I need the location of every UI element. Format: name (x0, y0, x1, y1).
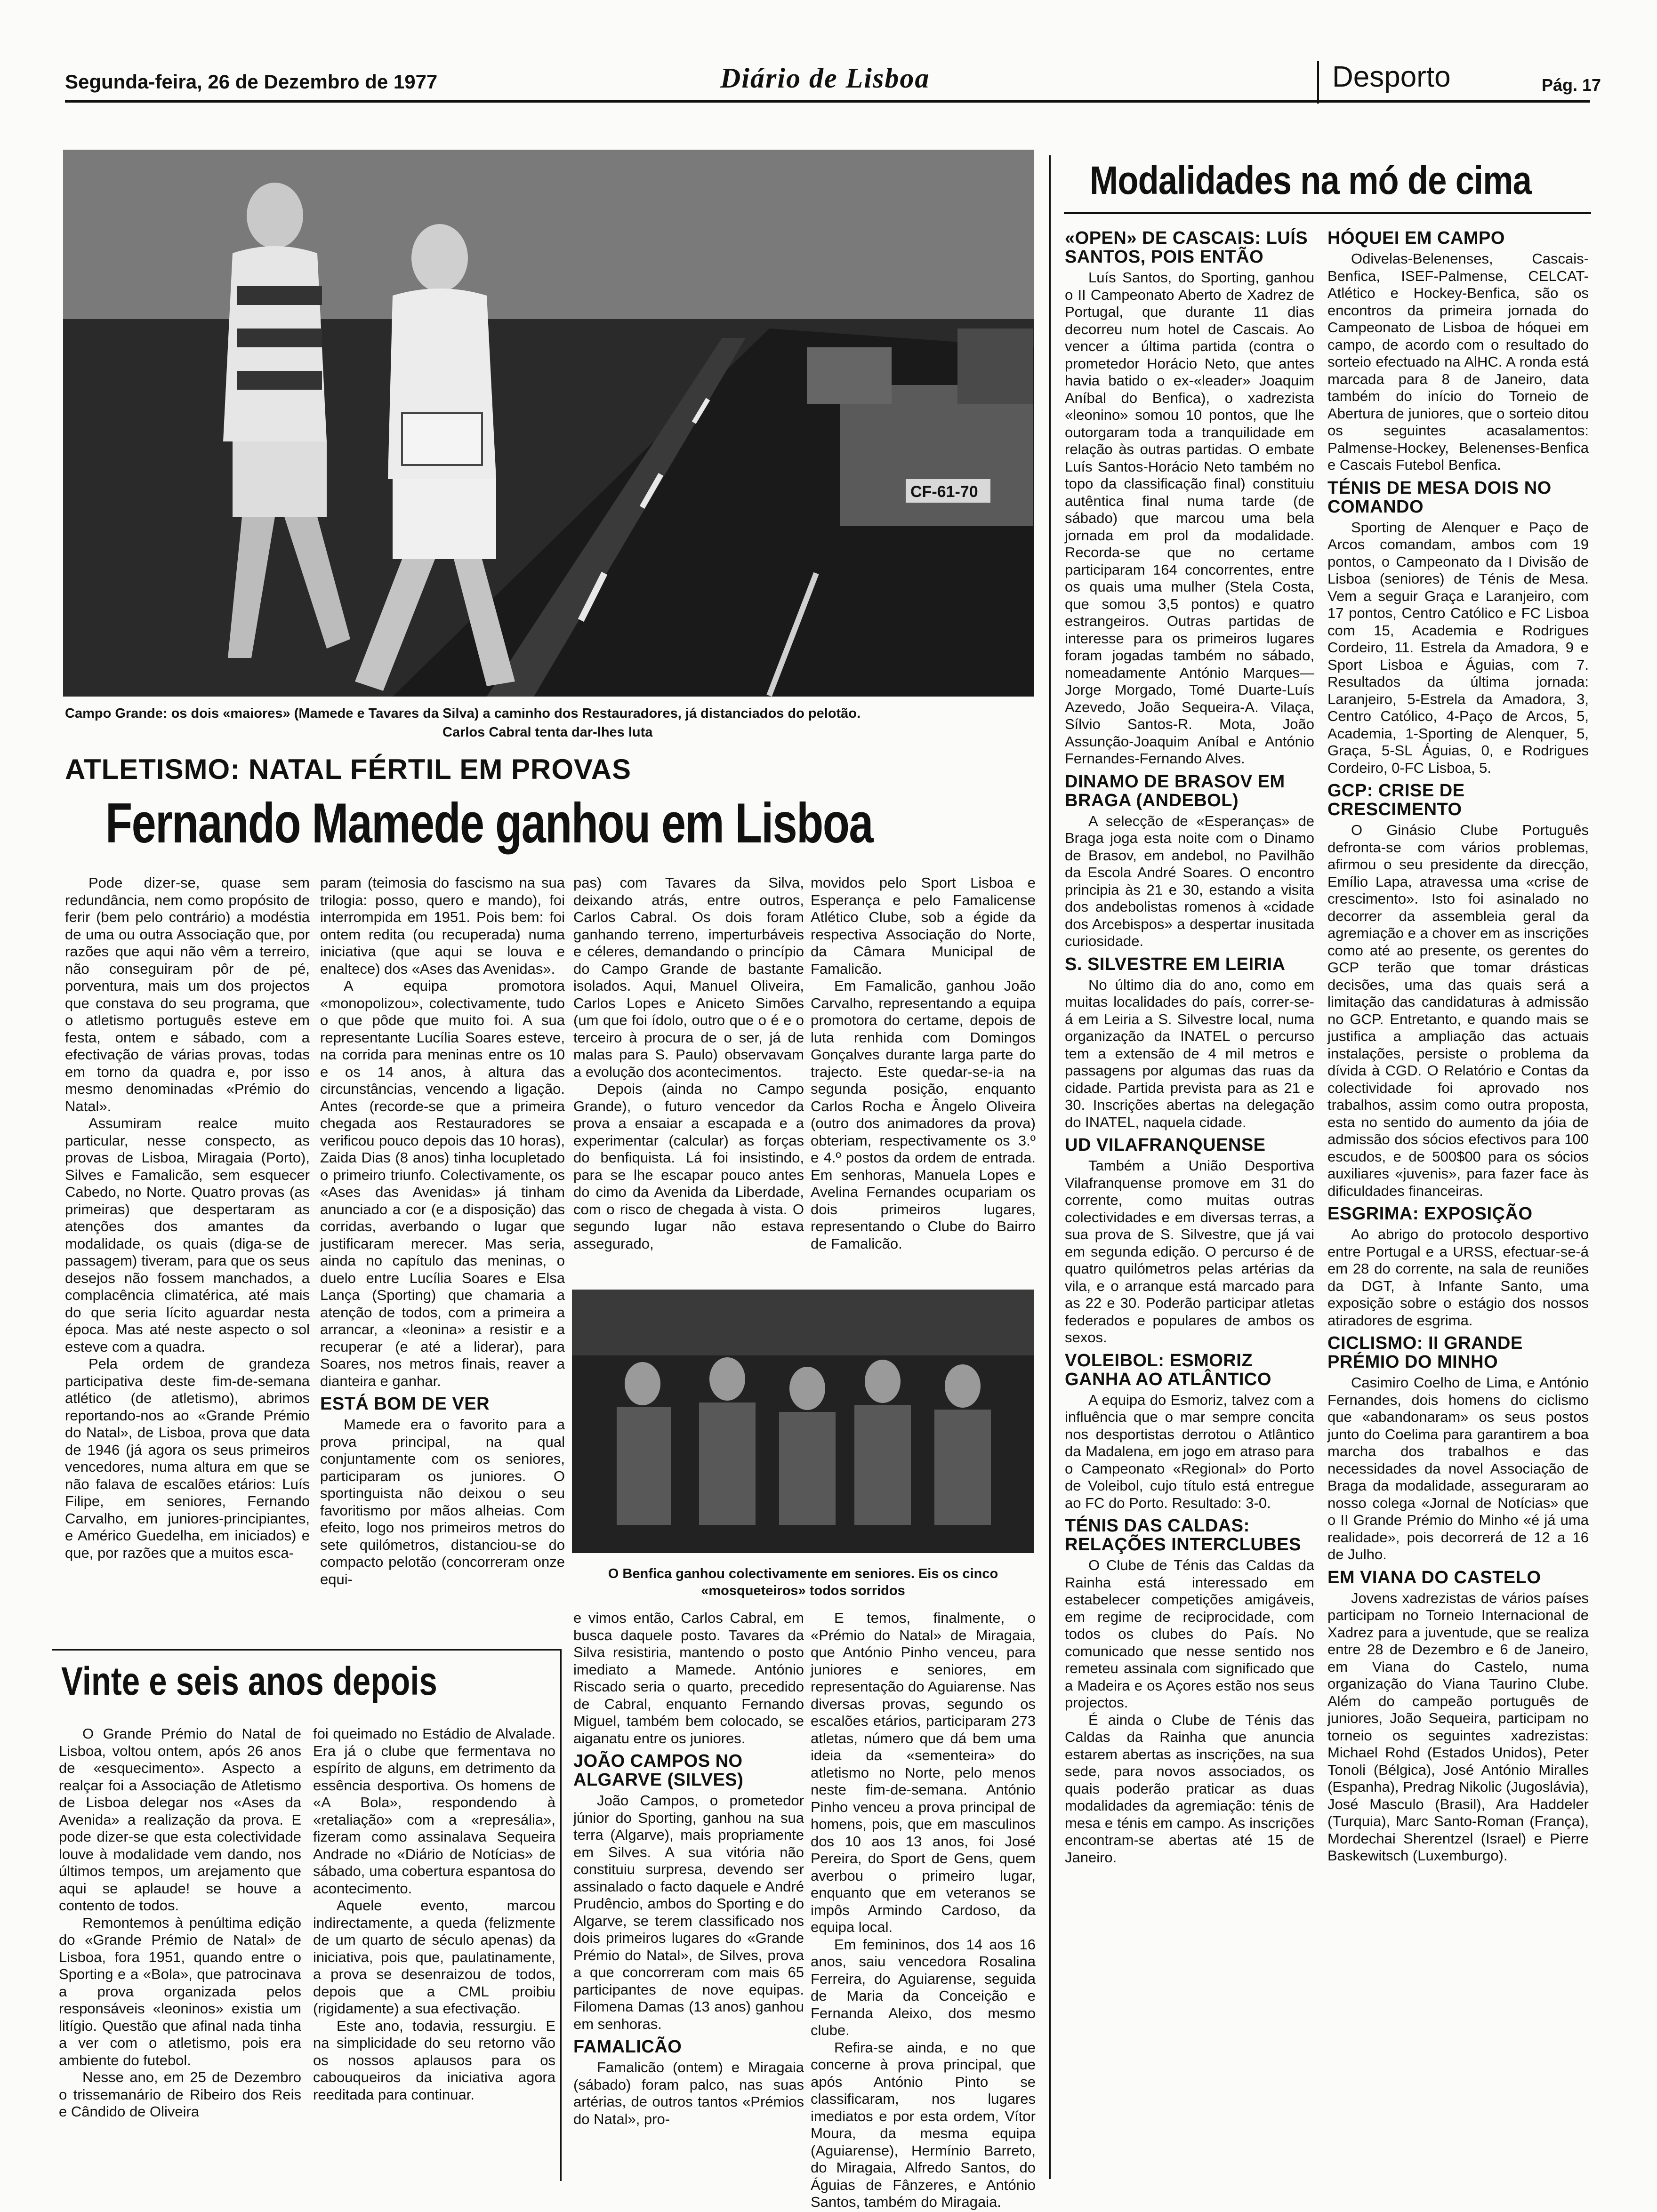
article-column-1 (65, 874, 310, 1599)
lower-column-3 (573, 1610, 804, 2174)
photo-runners (63, 150, 1034, 697)
article-paragraph: A equipa promotora «monopolizou», colectivamente, tudo o que pôde que muito foi. A sua representante Lucília Soares esteve, na corrida para meninas entre os 10 e os 14 anos, à altura das circunstâncias, vencendo a ligação. Antes (recorde-se que a primeira chegada aos Restauradores se verificou pouco depois das 10 horas), Zaida Dias (8 anos) tinha locupletado o primeiro triunfo. Colectivamente, os «Ases das Avenidas» já tinham anunciado a cor (e a disposição) das corridas, averbando o lugar que justificaram merecer. Mas seria, ainda no capítulo das meninas, o duelo entre Lucília Soares e Elsa Lança (Sporting) que chamaria a atenção de todos, com a primeira a arrancar, a «leonina» a resistir e a recuperar (e até a liderar), para Soares, nos metros finais, reaver a dianteira e ganhar. (320, 978, 565, 1389)
brief-head: «OPEN» DE CASCAIS: LUÍS SANTOS, POIS ENTÃO (1065, 228, 1308, 267)
brief-text: A selecção de «Esperanças» de Braga joga esta noite com o Dinamo de Brasov, em andebol, no Pavilhão da Escola André Soares. O encontro principia às 21 e 30, estando a visita dos andebolistas romenos à «cidade dos Arcebispos» a despertar inusitada curiosidade. (1065, 812, 1314, 949)
brief-text: Também a União Desportiva Vilafranquense promove em 31 do corrente, como muitas outras colectividades e em diversas terras, a sua prova de S. Silvestre, que já vai em segunda edição. O percurso é de quatro quilómetros pelas artérias da vila, e o arranque está marcado para as 22 e 30. Poderão participar atletas federados e populares de ambos os sexos. (1065, 1157, 1314, 1346)
brief-text: Casimiro Coelho de Lima, e António Fernandes, dois homens do ciclismo que «abandonaram» os seus postos junto do Coelima para garantirem a boa marcha dos trabalhos e das necessidades da novel Associação de Braga da modalidade, asseguraram ao nosso colega «Jornal de Notícias» que o II Grande Prémio do Minho «é já uma realidade», pois decorrerá de 12 a 16 de Julho. (1327, 1374, 1589, 1563)
section-divider (1317, 61, 1319, 104)
header-rule (65, 100, 1590, 103)
lower-column-4 (811, 1610, 1036, 2210)
box-headline: Vinte e seis anos depois (61, 1659, 437, 1703)
brief-text: É ainda o Clube de Ténis das Caldas da Rainha que anuncia estarem abertas as inscrições, na sua sede, para novos associados, os quais poderão praticar as duas modalidades da agremiação: ténis de mesa e ténis em campo. As inscrições encontram-se abertas até 15 de Janeiro. (1065, 1711, 1314, 1866)
brief-head: UD VILAFRANQUENSE (1065, 1135, 1266, 1155)
banner-rule (1064, 212, 1591, 214)
sidebar-banner: Modalidades na mó de cima (1090, 158, 1531, 202)
article-paragraph: Remontemos à penúltima edição do «Grande Prémio de Natal» de Lisboa, fora 1951, quando entre o Sporting e a «Bola», que patrocinava a prova organizada pelos responsáveis «leoninos» existia um litígio. Questão que afinal nada tinha a ver com o atletismo, pois era ambiente do futebol. (59, 1914, 301, 2068)
photo-top-caption (65, 705, 1036, 722)
box-column-2 (313, 1725, 555, 2177)
article-paragraph: Pode dizer-se, quase sem redundância, nem como propósito de ferir (bem pelo contrário) a modéstia de uma ou outra Associação que, por razões que aqui não vêm a terreiro, não conseguiram pôr de pé, porventura, mais um dos projectos que constava do seu programa, que o atletismo português esteve em festa, ontem e sábado, com a efectivação de várias provas, todas em torno da quadra e, por isso mesmo denominadas «Prémio do Natal». (65, 874, 310, 1114)
issue-date: Segunda-feira, 26 de Dezembro de 1977 (65, 71, 438, 93)
sidebar-column-2 (1327, 224, 1589, 2177)
box-column-1 (59, 1725, 301, 2177)
article-paragraph: Assumiram realce muito particular, nesse conspecto, as provas de Lisboa, Miragaia (Porto), Silves e Famalicão, sem esquecer Cabedo, no Norte. Quatro provas (as primeiras) que despertaram as atenções dos amantes da modalidade, os quais (diga-se de passagem) tiveram, para que os seus desejos não fossem manchados, a complacência climatérica, até mais do que seria lícito aguardar nesta época. Mas até neste aspecto o sol esteve com a quadra. (65, 1115, 310, 1355)
article-paragraph: Nesse ano, em 25 de Dezembro o trissemanário de Ribeiro dos Reis e Cândido de Oliveira (59, 2069, 301, 2120)
article-paragraph: O Grande Prémio do Natal de Lisboa, voltou ontem, após 26 anos de «esquecimento». Aspecto a realçar foi a Associação de Atletismo de Lisboa delegar nos «Ases da Avenida» a realização da prova. E pode dizer-se que esta colectividade louve à modalidade vem dando, nos últimos tempos, um arejamento que aqui se aplaude! se houve a contento de todos. (59, 1725, 301, 1914)
brief-text: Ao abrigo do protocolo desportivo entre Portugal e a URSS, efectuar-se-á em 28 do corrente, na sala de reuniões da DGT, à Infante Santo, uma exposição sobre o estágio dos nossos atiradores de esgrima. (1327, 1226, 1589, 1329)
article-paragraph: Depois (ainda no Campo Grande), o futuro vencedor da prova a ensaiar a escapada e a experimentar (calcular) as forças do benfiquista. Lá foi insistindo, para se lhe escapar pouco antes do cimo da Avenida da Liberdade, com o risco de chegada à vista. O segundo lugar não estava assegurado, (573, 1081, 804, 1252)
photo-top-caption-line1: Campo Grande: os dois «maiores» (Mamede e Tavares da Silva) a caminho dos Restauradores, já distanciados do pelotão. (65, 706, 861, 721)
photo-mid-caption: O Benfica ganhou colectivamente em seniores. Eis os cinco «mosqueteiros» todos sorridos (608, 1566, 998, 1598)
photo-runners-illustration (63, 150, 1034, 697)
article-paragraph: movidos pelo Sport Lisboa e Esperança e pelo Famalicense Atlético Clube, sob a égide da respectiva Associação do Norte, da Câmara Municipal de Famalicão. (811, 874, 1036, 977)
brief-head: TÉNIS DAS CALDAS: RELAÇÕES INTERCLUBES (1065, 1516, 1301, 1555)
brief-text: O Ginásio Clube Português defronta-se com vários problemas, afirmou o seu presidente da direcção, Emílio Lapa, atravessa uma «crise de crescimento». Isto foi asinalado no decorrer da assembleia geral da agremiação e a chover em as inscrições como até ao presente, os gerentes do GCP terão que tomar drásticas decisões, uma das quais será a limitação das candidaturas à admissão no GCP. Entretanto, e quando mais se justifica a ampliação das actuais instalações, persiste o problema da dívida à CGD. O Relatório e Contas da colectividade foi aprovado nos trabalhos, assim como outra proposta, esta no sentido do aumento da jóia de admissão dos sócios efectivos para 100 escudos, e de 500$00 para os sócios auxiliares «juvenis», para fazer face às dificuldades financeiras. (1327, 822, 1589, 1199)
photo-top-caption-line2: Carlos Cabral tenta dar-lhes luta (442, 725, 653, 740)
article-kicker: ATLETISMO: NATAL FÉRTIL EM PROVAS (65, 753, 631, 785)
photo-benfica-illustration (572, 1290, 1034, 1553)
article-subhead: JOÃO CAMPOS NO ALGARVE (SILVES) (573, 1751, 744, 1790)
brief-text: Sporting de Alenquer e Paço de Arcos comandam, ambos com 19 pontos, o Campeonato da I Divisão de Lisboa (seniores) de Ténis de Mesa. Vem a seguir Graça e Laranjeiro, com 17 pontos, Centro Católico e FC Lisboa com 15, Academia e Rodrigues Cordeiro, 11. Estrela da Amadora, 9 e Sport Lisboa e Águias, com 7. Resultados da última jornada: Laranjeiro, 5-Estrela da Amadora, 3, Centro Católico, 4-Paço de Arcos, 5, Academia, 1-Sporting de Alenquer, 5, Graça, 5-SL Águias, 0, e Rodrigues Cordeiro, 0-FC Lisboa, 5. (1327, 519, 1589, 776)
article-headline: Fernando Mamede ganhou em Lisboa (105, 792, 873, 855)
article-paragraph: Este ano, todavia, ressurgiu. E na simplicidade do seu retorno vão os nossos aplausos para os cabouqueiros da iniciativa agora reeditada para continuar. (313, 2017, 555, 2103)
brief-head: CICLISMO: II GRANDE PRÉMIO DO MINHO (1327, 1333, 1523, 1372)
article-subhead: ESTÁ BOM DE VER (320, 1394, 490, 1414)
brief-head: EM VIANA DO CASTELO (1327, 1567, 1541, 1587)
sidebar-column-1 (1065, 224, 1314, 2177)
article-paragraph: Famalicão (ontem) e Miragaia (sábado) foram palco, nas suas artérias, de outros tantos «Prémios do Natal», pro- (573, 2059, 804, 2127)
brief-head: S. SILVESTRE EM LEIRIA (1065, 954, 1286, 974)
brief-head: HÓQUEI EM CAMPO (1327, 228, 1505, 248)
brief-text: Jovens xadrezistas de vários países participam no Torneio Internacional de Xadrez para a juventude, que se realiza entre 28 de Dezembro e 6 de Janeiro, em Viana do Castelo, numa organização do Viana Taurino Clube. Além do campeão português de juniores, João Sequeira, participam no torneio os seguintes xadrezistas: Michael Rohd (Estados Unidos), Peter Tonoli (Bélgica), José António Miralles (Espanha), Predrag Nikolic (Jugoslávia), José Masculo (Brasil), Ara Haddeler (Turquia), Marc Santo-Roman (França), Mordechai Sherentzel (Israel) e Pierre Baskewitsch (Luxemburgo). (1327, 1589, 1589, 1864)
brief-text: Odivelas-Belenenses, Cascais-Benfica, ISEF-Palmense, CELCAT-Atlético e Hockey-Benfica, são os encontros da primeira jornada do Campeonato de Lisboa de hóquei em campo, de acordo com o resultado do sorteio efectuado na AlHC. A ronda está marcada para 8 de Janeiro, data também do início do Torneio de Abertura de juniores, que o sorteio ditou os seguintes acasalamentos: Palmense-Hockey, Belenenses-Benfica e Cascais Futebol Benfica. (1327, 250, 1589, 473)
brief-text: No último dia do ano, como em muitas localidades do país, correr-se-á em Leiria a S. Silvestre local, numa organização da INATEL o percurso tem a extensão de 4 mil metros e passagens por algumas das ruas da cidade. Partida prevista para as 21 e 30. Inscrições abertas na delegação do INATEL, naquela cidade. (1065, 976, 1314, 1130)
article-paragraph: param (teimosia do fascismo na sua trilogia: posso, quero e mando), foi interrompida em 1951. Pois bem: foi ontem redita (ou recuperada) numa iniciativa (que aqui se louva e enaltece) dos «Ases das Avenidas». (320, 874, 565, 977)
brief-text: O Clube de Ténis das Caldas da Rainha está interessado em estabelecer competições amigáveis, em regime de reciprocidade, com todos os clubes do País. No comunicado que nesse sentido nos remeteu assinala com significado que a Madeira e os Açores estão nos seus projectos. (1065, 1557, 1314, 1711)
article-paragraph: Em femininos, dos 14 aos 16 anos, saiu vencedora Rosalina Ferreira, do Aguiarense, seguida de Maria da Conceição e Fernanda Aleixo, dos mesmo clube. (811, 1936, 1036, 2038)
car-plate: CF-61-70 (910, 483, 978, 501)
article-column-2 (320, 874, 565, 1599)
photo-benfica-team (572, 1290, 1034, 1553)
article-paragraph: João Campos, o prometedor júnior do Sporting, ganhou na sua terra (Algarve), mais propriamente em Silves. A sua vitória não constituiu surpresa, devendo ser assinalado o facto daquele e André Prudêncio, ambos do Sporting e do Algarve, se terem classificado nos dois primeiros lugares do «Grande Prémio do Natal», de Silves, prova a que concorreram com mais 65 participantes de nove equipas. Filomena Damas (13 anos) ganhou em senhoras. (573, 1792, 804, 2032)
sidebar-divider (1049, 155, 1051, 2179)
brief-head: TÉNIS DE MESA DOIS NO COMANDO (1327, 478, 1552, 517)
article-paragraph: foi queimado no Estádio de Alvalade. Era já o clube que fermentava no espírito de alguns, em detrimento da essência desportiva. Os homens de «A Bola», respondendo à «retaliação» com a «represália», fizeram como assinalava Sequeira Andrade no «Diário de Notícias» de sábado, uma cobertura espantosa do acontecimento. (313, 1725, 555, 1897)
box-rule-top (52, 1649, 561, 1651)
brief-head: VOLEIBOL: ESMORIZ GANHA AO ATLÂNTICO (1065, 1350, 1271, 1389)
page-number: Pág. 17 (1542, 75, 1601, 95)
brief-text: Luís Santos, do Sporting, ganhou o II Campeonato Aberto de Xadrez de Portugal, que durante 11 dias decorreu num hotel de Cascais. Ao vencer a última partida (contra o prometedor Horácio Neto, que antes havia batido o ex-«leader» Joaquim Aníbal do Benfica), o xadrezista «leonino» somou 10 pontos, que lhe outorgaram toda a tranquilidade em relação às outras partidas. O embate Luís Santos-Horácio Neto também no topo da classificação final) constituiu autêntica final numa tarde (de sábado) que marcou uma bela jornada em prol da modalidade. Recorda-se que no certame participaram 164 concorrentes, entre os quais uma mulher (Stela Costa, que somou 3,5 pontos) e quatro estrangeiros. Outras partidas de interesse para os primeiros lugares foram jogadas também no sábado, nomeadamente António Marques—Jorge Morgado, Tomé Duarte-Luís Azevedo, João Sequeira-A. Vilaça, Sílvio Santos-R. Mota, João Assunção-Joaquim Aníbal e António Fernandes-Fernando Alves. (1065, 269, 1314, 767)
article-column-3 (573, 874, 804, 1274)
brief-head: GCP: CRISE DE CRESCIMENTO (1327, 781, 1465, 819)
brief-head: DINAMO DE BRASOV EM BRAGA (ANDEBOL) (1065, 771, 1285, 810)
article-subhead: FAMALICÃO (573, 2037, 682, 2057)
article-paragraph: Mamede era o favorito para a prova principal, na qual conjuntamente com os seniores, participaram os juniores. O sportinguista não deixou o seu favoritismo por mãos alheias. Com efeito, logo nos primeiros metros do sete quilómetros, distanciou-se do compacto pelotão (concorreram onze equi- (320, 1416, 565, 1587)
section-name: Desporto (1332, 61, 1451, 93)
article-paragraph: Pela ordem de grandeza participativa deste fim-de-semana atlético (de atletismo), abrimos reportando-nos ao «Grande Prémio do Natal», de Lisboa, prova que data de 1946 (já agora os seus primeiros vencedores, numa altura em que se não falava de escalões etários: Luís Filipe, em seniores, Fernando Carvalho, em juniores-principiantes, e Américo Guedelha, em iniciados) e que, por razões que a muitos esca- (65, 1355, 310, 1561)
article-paragraph: Aquele evento, marcou indirectamente, a queda (felizmente de um quarto de século apenas) da iniciativa, pois que, paulatinamente, a prova se desenraizou de todos, depois que a CML proibiu (rigidamente) a sua efectivação. (313, 1897, 555, 2017)
article-paragraph: Refira-se ainda, e no que concerne à prova principal, que após António Pinto se classificaram, nos lugares imediatos e por esta ordem, Vítor Moura, da mesma equipa (Aguiarense), Hermínio Barreto, do Miragaia, Alfredo Santos, do Águias de Fânzeres, e António Santos, também do Miragaia. (811, 2039, 1036, 2210)
brief-head: ESGRIMA: EXPOSIÇÃO (1327, 1204, 1533, 1224)
brief-text: A equipa do Esmoriz, talvez com a influência que o mar sempre concita nos desportistas derrotou o Atlântico da Madalena, em jogo em atraso para o Campeonato «Regional» do Porto de Voleibol, cujo título está entregue ao FC do Porto. Resultado: 3-0. (1065, 1391, 1314, 1511)
masthead: Diário de Lisboa (720, 63, 930, 94)
article-paragraph: E temos, finalmente, o «Prémio do Natal» de Miragaia, que António Pinho venceu, para juniores e seniores, em representação do Aguiarense. Nas diversas provas, segundo os escalões etários, participaram 273 atletas, número que dá bem uma ideia da «sementeira» do atletismo no Norte, pelo menos neste fim-de-semana. António Pinho venceu a prova principal de homens, pois, que em masculinos dos 10 aos 13 anos, foi José Pereira, do Sport de Gens, quem averbou o primeiro lugar, enquanto que em veteranos se impôs Armindo Cardoso, da equipa local. (811, 1610, 1036, 1935)
box-rule-right (560, 1649, 562, 2181)
article-paragraph: e vimos então, Carlos Cabral, em busca daquele posto. Tavares da Silva resistiria, mantendo o posto imediato a Mamede. António Riscado seria o quarto, precedido de Cabral, enquanto Fernando Miguel, também bem colocado, se aiganatu entre os juniores. (573, 1610, 804, 1747)
article-paragraph: Em Famalicão, ganhou João Carvalho, representando a equipa promotora do certame, depois de luta renhida com Domingos Gonçalves durante larga parte do trajecto. Este quedar-se-ia na segunda posição, enquanto Carlos Rocha e Ângelo Oliveira (outro dos animadores da prova) obteriam, respectivamente os 3.º e 4.º postos da ordem de entrada. Em senhoras, Manuela Lopes e Avelina Fernandes ocupariam os dois primeiros lugares, representando o Clube do Bairro de Famalicão. (811, 978, 1036, 1252)
article-paragraph: pas) com Tavares da Silva, deixando atrás, entre outros, Carlos Cabral. Os dois foram ganhando terreno, imperturbáveis e céleres, demandando o princípio do Campo Grande de bastante isolados. Aqui, Manuel Oliveira, Carlos Lopes e Aniceto Simões (um que foi ídolo, outro que o é e o terceiro à procura de o ser, já de malas para S. Paulo) observavam a evolução dos acontecimentos. (573, 874, 804, 1080)
article-column-4 (811, 874, 1036, 1274)
